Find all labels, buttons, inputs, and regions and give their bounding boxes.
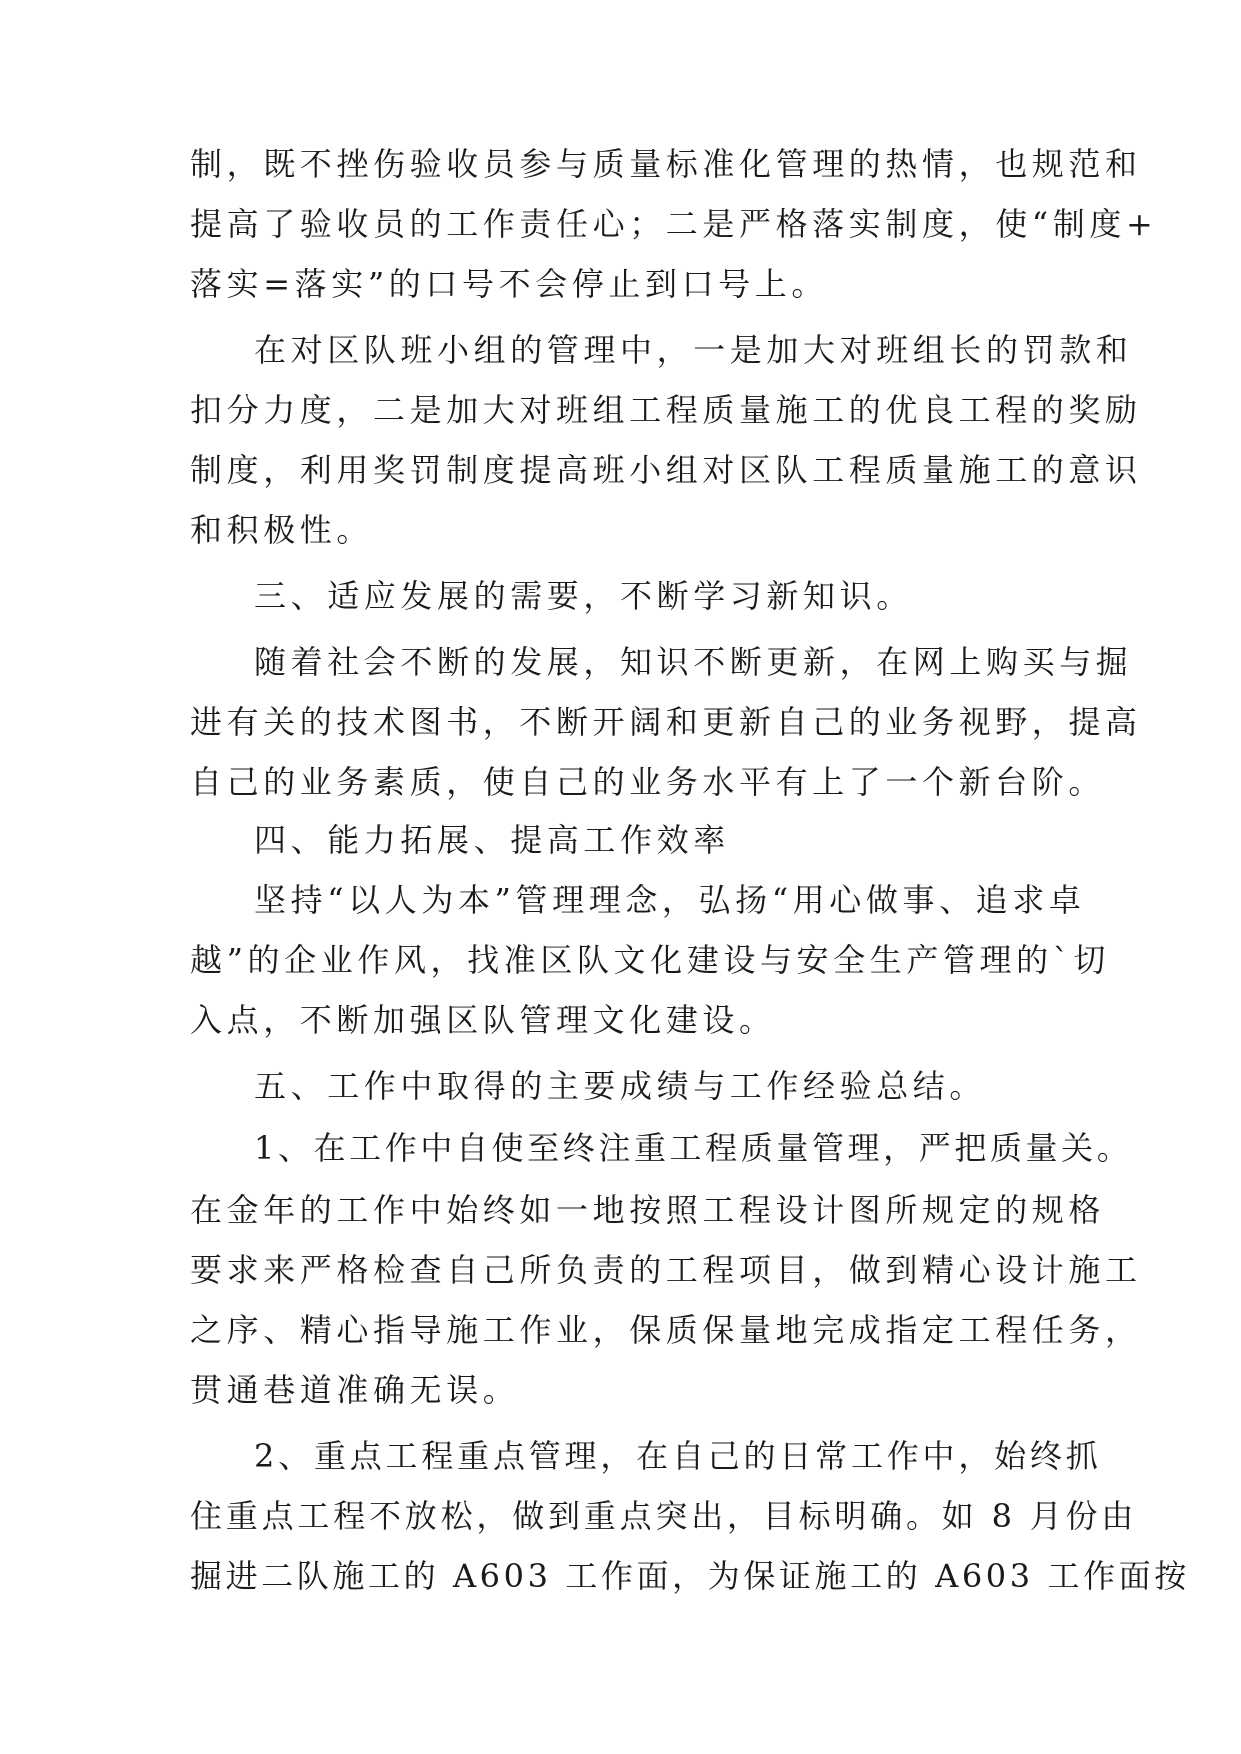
section-heading: 三、适应发展的需要，不断学习新知识。 xyxy=(254,577,913,615)
paragraph-first-line: 坚持“以人为本”管理理念，弘扬“用心做事、追求卓 xyxy=(254,881,1086,919)
paragraph-first-line: 1、在工作中自使至终注重工程质量管理，严把质量关。 xyxy=(254,1129,1133,1167)
text-line: 在金年的工作中始终如一地按照工程设计图所规定的规格 xyxy=(190,1191,1106,1229)
text-line: 自己的业务素质，使自己的业务水平有上了一个新台阶。 xyxy=(190,763,1106,801)
text-line: 提高了验收员的工作责任心；二是严格落实制度，使“制度+ xyxy=(190,205,1158,243)
text-line: 贯通巷道准确无误。 xyxy=(190,1371,520,1409)
section-heading: 四、能力拓展、提高工作效率 xyxy=(254,821,730,859)
text-line: 制度，利用奖罚制度提高班小组对区队工程质量施工的意识 xyxy=(190,451,1142,489)
paragraph-first-line: 2、重点工程重点管理，在自己的日常工作中，始终抓 xyxy=(254,1437,1102,1475)
section-heading: 五、工作中取得的主要成绩与工作经验总结。 xyxy=(254,1067,987,1105)
text-line: 制，既不挫伤验收员参与质量标准化管理的热情，也规范和 xyxy=(190,145,1142,183)
text-line: 越”的企业作风，找准区队文化建设与安全生产管理的`切 xyxy=(190,941,1110,979)
text-line: 落实=落实”的口号不会停止到口号上。 xyxy=(190,265,828,303)
text-line: 扣分力度，二是加大对班组工程质量施工的优良工程的奖励 xyxy=(190,391,1142,429)
text-line: 掘进二队施工的 A603 工作面，为保证施工的 A603 工作面按 xyxy=(190,1557,1190,1595)
text-line: 入点，不断加强区队管理文化建设。 xyxy=(190,1001,776,1039)
paragraph-first-line: 随着社会不断的发展，知识不断更新，在网上购买与掘 xyxy=(254,643,1133,681)
text-line: 之序、精心指导施工作业，保质保量地完成指定工程任务， xyxy=(190,1311,1142,1349)
text-line: 住重点工程不放松，做到重点突出，目标明确。如 8 月份由 xyxy=(190,1497,1138,1535)
paragraph-first-line: 在对区队班小组的管理中，一是加大对班组长的罚款和 xyxy=(254,331,1133,369)
text-line: 要求来严格检查自己所负责的工程项目，做到精心设计施工 xyxy=(190,1251,1142,1289)
text-line: 和积极性。 xyxy=(190,511,374,549)
text-line: 进有关的技术图书，不断开阔和更新自己的业务视野，提高 xyxy=(190,703,1142,741)
